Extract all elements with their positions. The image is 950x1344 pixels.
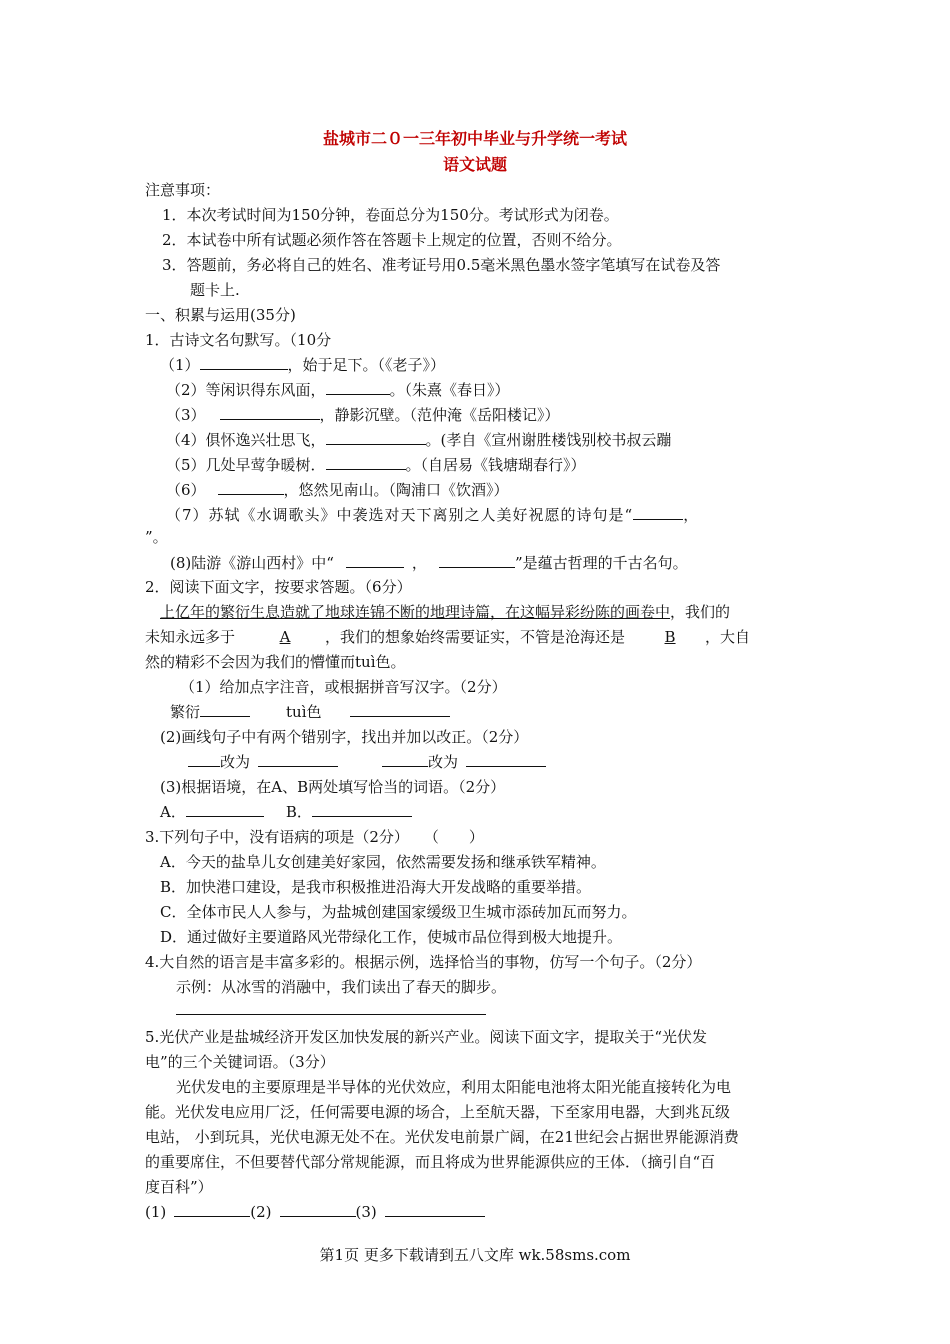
q4-example: 示例：从冰雪的消融中，我们读出了春天的脚步。 — [176, 978, 507, 996]
q4-stem: 4.大自然的语言是丰富多彩的。根据示例，选择恰当的事物，仿写一个句子。（2分） — [145, 953, 702, 971]
answer-blank[interactable] — [186, 802, 264, 817]
answer-blank[interactable] — [312, 802, 412, 817]
q1-item-8: (8)陆游《游山西村》中“ ， ”是蕴古哲理的千古名句。 — [170, 554, 688, 572]
q3-option-a: A．今天的盐阜儿女创建美好家园，依然需要发扬和继承铁军精神。 — [160, 853, 606, 871]
answer-blank[interactable] — [258, 752, 338, 767]
notes-heading: 注意事项： — [145, 181, 221, 199]
q2-sub-1-answers: 繁衍 tuì色 — [170, 702, 450, 722]
q3-option-d: D．通过做好主要道路风光带绿化工作，使城市品位得到极大地提升。 — [160, 928, 623, 946]
exam-title: 盐城市二０一三年初中毕业与升学统一考试 — [322, 129, 627, 148]
note-1: 1．本次考试时间为150分钟，卷面总分为150分。考试形式为闭卷。 — [162, 206, 619, 224]
answer-blank[interactable] — [350, 702, 450, 717]
q1-item-3: （3） ，静影沉壁。（范仲淹《岳阳楼记》） — [166, 406, 560, 424]
q1-item-4: （4）俱怀逸兴壮思飞， 。(孝自《宣州谢胜楼饯别校书叔云蹦 — [166, 431, 672, 449]
answer-blank[interactable] — [174, 1202, 250, 1217]
q5-passage-3: 电站， 小到玩具，光伏电源无处不在。光伏发电前景广阔，在21世纪会占据世界能源消费 — [145, 1128, 739, 1146]
page-footer: 第1页 更多下载请到五八文库 wk.58sms.com — [319, 1246, 631, 1264]
answer-blank[interactable] — [346, 553, 404, 568]
answer-blank[interactable] — [200, 702, 250, 717]
q2-passage-line-2: 未知永远多于 A ，我们的想象始终需要证实，不管是沧海还是 B ，大自 — [145, 628, 751, 646]
answer-blank[interactable] — [385, 1202, 485, 1217]
q3-option-b: B．加快港口建设，是我市积极推进沿海大开发战略的重要举措。 — [160, 878, 592, 896]
q5-passage-1: 光伏发电的主要原理是半导体的光伏效应，利用太阳能电池将太阳光能直接转化为电 — [176, 1078, 732, 1096]
blank-A[interactable]: A — [279, 628, 291, 646]
q1-item-2: （2）等闲识得东风面， 。（朱熹《春日》） — [166, 381, 510, 399]
q5-passage-5: 度百科”） — [145, 1178, 213, 1196]
q5-answers: (1) (2) (3) — [145, 1202, 485, 1222]
q5-passage-2: 能。光伏发电应用厂泛，任何需要电源的场合，上至航天器，下至家用电器，大到兆瓦级 — [145, 1103, 731, 1121]
q2-sub-2-answers: 改为 改为 — [188, 752, 546, 772]
q1-item-5: （5）几处早莺争暖树． 。（自居易《钱塘瑚春行》） — [166, 456, 586, 474]
exam-subtitle: 语文试题 — [442, 155, 507, 174]
q1-item-6: （6） ，悠然见南山。（陶浦口《饮酒》） — [166, 481, 509, 499]
answer-blank[interactable] — [633, 505, 683, 520]
answer-blank[interactable] — [200, 355, 288, 370]
note-2: 2．本试卷中所有试题必须作答在答题卡上规定的位置，否则不给分。 — [162, 231, 622, 249]
q1-item-7-cont: ”。 — [145, 528, 168, 546]
q3-stem: 3.下列句子中，没有语病的项是（2分） （ ） — [145, 828, 484, 846]
answer-blank[interactable] — [326, 430, 426, 445]
q1-item-1: （1） ，始于足下。（《老子》） — [160, 356, 446, 374]
q2-passage-line-1: 上亿年的繁衍生息造就了地球连锦不断的地理诗篇，在这幅异彩纷陈的画卷中，我们的 — [160, 603, 731, 621]
q5-stem-2: 电”的三个关键词语。（3分） — [145, 1053, 335, 1071]
answer-blank[interactable] — [466, 752, 546, 767]
q5-stem-1: 5.光伏产业是盐城经济开发区加快发展的新兴产业。阅读下面文字，提取关于“光伏发 — [145, 1028, 707, 1046]
answer-blank[interactable] — [280, 1202, 356, 1217]
q1-stem: 1．古诗文名句默写。（10分 — [145, 331, 332, 349]
answer-blank[interactable] — [218, 480, 284, 495]
q2-sub-3-answers: A． B． — [160, 802, 412, 822]
q2-sub-2: (2)画线句子中有两个错别字，找出并加以改正。（2分） — [160, 728, 529, 746]
answer-blank[interactable] — [326, 380, 390, 395]
answer-blank[interactable] — [220, 405, 320, 420]
answer-blank[interactable] — [326, 455, 406, 470]
q2-sub-3: (3)根据语境，在A、B两处填写恰当的词语。（2分） — [160, 778, 506, 796]
blank-B[interactable]: B — [664, 628, 676, 646]
underlined-sentence: 上亿年的繁衍生息造就了地球连锦不断的地理诗篇，在这幅异彩纷陈的画卷中 — [160, 603, 671, 621]
q5-passage-4: 的重要席住，不但要替代部分常规能源，而且将成为世界能源供应的王体．（摘引自“百 — [145, 1153, 716, 1171]
answer-blank[interactable] — [382, 752, 428, 767]
section-1-heading: 一、积累与运用(35分) — [145, 306, 296, 324]
q2-passage-line-3: 然的精彩不会因为我们的懵懂而tuì色。 — [145, 653, 406, 671]
q1-item-7: （7）苏轼《水调歌头》中袭选对天下离别之人美好祝愿的诗句是“ ， — [166, 506, 700, 524]
q2-stem: 2．阅读下面文字，按要求答题。（6分） — [145, 578, 412, 596]
q2-sub-1: （1）给加点字注音，或根据拼音写汉字。（2分） — [180, 678, 507, 696]
note-3: 3．答题前，务必将自己的姓名、准考证号用0.5毫米黑色墨水签字笔填写在试卷及答 — [162, 256, 721, 274]
note-3-cont: 题卡上. — [190, 281, 240, 299]
answer-blank[interactable] — [439, 553, 515, 568]
answer-blank[interactable] — [188, 752, 220, 767]
q4-answer-line[interactable] — [176, 1014, 486, 1015]
q3-option-c: C．全体市民人人参与，为盐城创建国家缓级卫生城市添砖加瓦而努力。 — [160, 903, 637, 921]
